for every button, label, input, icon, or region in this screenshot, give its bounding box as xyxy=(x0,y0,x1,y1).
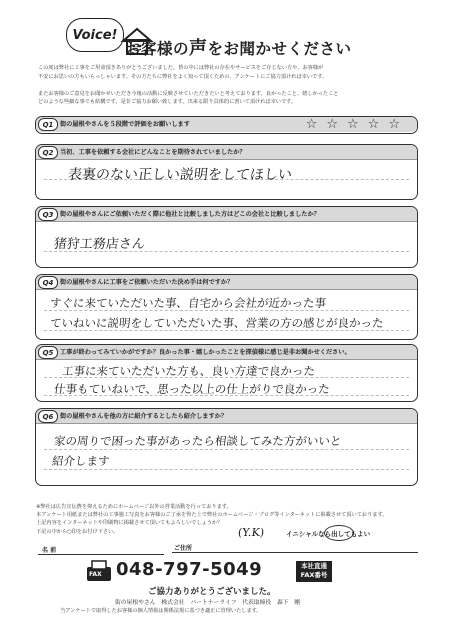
company-info: 街の屋根やさん 株式会社 パートナーライフ 代表取締役 森下 剛 xyxy=(115,600,301,606)
address-field[interactable] xyxy=(172,552,418,553)
handwritten-answer: 表裏のない正しい説明をしてほしい xyxy=(67,167,293,183)
name-label: 名 前 xyxy=(42,547,57,554)
handwritten-answer: 家の周りで困った事があったら相談してみた方がいいと xyxy=(53,434,343,448)
rating-stars[interactable]: ☆☆☆☆☆ xyxy=(305,117,409,132)
question-6 xyxy=(35,408,418,486)
handwritten-answer: すぐに来ていただいた事、自宅から会社が近かった事 xyxy=(49,296,327,310)
question-text: 工事が終わってみていかがですか？良かった事・嬉しかったことを探偵様に感じ是非お聞かせください。 xyxy=(60,349,351,356)
question-2 xyxy=(35,144,418,200)
question-1 xyxy=(35,116,418,134)
question-header xyxy=(36,275,417,290)
question-header xyxy=(36,117,417,132)
question-header xyxy=(36,409,417,424)
handwritten-answer: ていねいに説明をしていただいた事、営業の方の感じが良かった xyxy=(49,316,385,330)
page-title xyxy=(125,34,352,60)
handwritten-answer: 猪狩工務店さん xyxy=(53,237,146,252)
thanks-message: ご協力ありがとうございました。 xyxy=(148,587,276,597)
selected-circle-mark xyxy=(324,525,354,541)
title-pre: お客様の xyxy=(125,40,190,58)
question-text: 街の屋根やさんを５段階で評価をお願いします xyxy=(60,121,190,128)
question-number: Q6 xyxy=(38,410,58,423)
answer-line xyxy=(44,449,409,450)
title-post: をお聞かせください xyxy=(207,40,352,58)
privacy-note: 当アンケートで取得したお客様の個人情報は関係法規に基づき適正に管理いたします。 xyxy=(60,608,262,614)
title-big: 声 xyxy=(189,38,208,59)
question-text: 街の屋根やさんに工事をご依頼いただいた決め手は何ですか？ xyxy=(60,279,234,286)
handwritten-answer: 紹介します xyxy=(51,454,111,468)
question-number: Q3 xyxy=(38,208,58,221)
question-number: Q5 xyxy=(38,346,58,359)
question-4 xyxy=(35,274,418,340)
question-header xyxy=(36,145,417,160)
question-text: 街の屋根やさんにご依頼いただく際に他社と比較しました方はどこの会社と比較しましたか？ xyxy=(60,211,320,218)
question-text: 当初、工事を依頼する会社にどんなことを期待されていましたか？ xyxy=(60,149,246,156)
initial-option-label[interactable]: イニシャルなら出してもよい xyxy=(286,530,371,538)
handwritten-answer: 工事に来ていただいた方も、良い方達で良かった xyxy=(61,364,316,378)
intro-text: この度は弊社に工事をご用命頂きありがとうございました。皆の中には弊社の存在やサービスをご存じない方や、お客様が 不安にお思いの方もいらっしゃいます。その方たちに弊社をよく知って頂くための、アンケートにご協力頂ければ幸いです。 またお客様のご意見をお聞かせいただき今後の活動に反映させていただきたいと考えております。良かったこと、嬉しかったこと どのような些細な事でも結構です。是非ご協力お願い致します。出来る限り具体的に書いて頂ければ幸いです。 xyxy=(38,65,339,106)
question-5 xyxy=(35,344,418,402)
fax-number: 048-797-5049 xyxy=(116,559,263,580)
answer-line xyxy=(44,469,409,470)
question-3 xyxy=(35,206,418,268)
name-field[interactable] xyxy=(38,554,164,555)
question-number: Q4 xyxy=(38,276,58,289)
handwritten-answer: 仕事もていねいで、思った以上の仕上がりで良かった xyxy=(53,382,331,396)
question-text: 街の屋根やさんを他の方に紹介するとしたら紹介しますか？ xyxy=(60,413,228,420)
fax-label: FAX xyxy=(89,571,102,578)
direct-fax-badge: 本社直通 FAX番号 xyxy=(296,561,332,582)
footer-notes: ※弊社は広告宣伝費を抑えるためにホームページ以外の営業活動を行っております。 本アンケート用紙または弊社の工事施工写真をお客様のご了承を得た上で弊社のホームページ・ブログ等インターネットに掲載させて頂いております。 上記内容をインターネットや印刷物に掲載させて頂いてもよろしいでしょうか？ 下記の中から○印をお付け下さい。 xyxy=(36,504,388,535)
initial-value: (Y.K) xyxy=(237,526,265,539)
question-header xyxy=(36,207,417,222)
question-header xyxy=(36,345,417,360)
address-label: ご住所 xyxy=(174,545,193,552)
question-number: Q1 xyxy=(38,118,58,131)
question-number: Q2 xyxy=(38,146,58,159)
voice-badge: Voice! xyxy=(66,18,124,52)
